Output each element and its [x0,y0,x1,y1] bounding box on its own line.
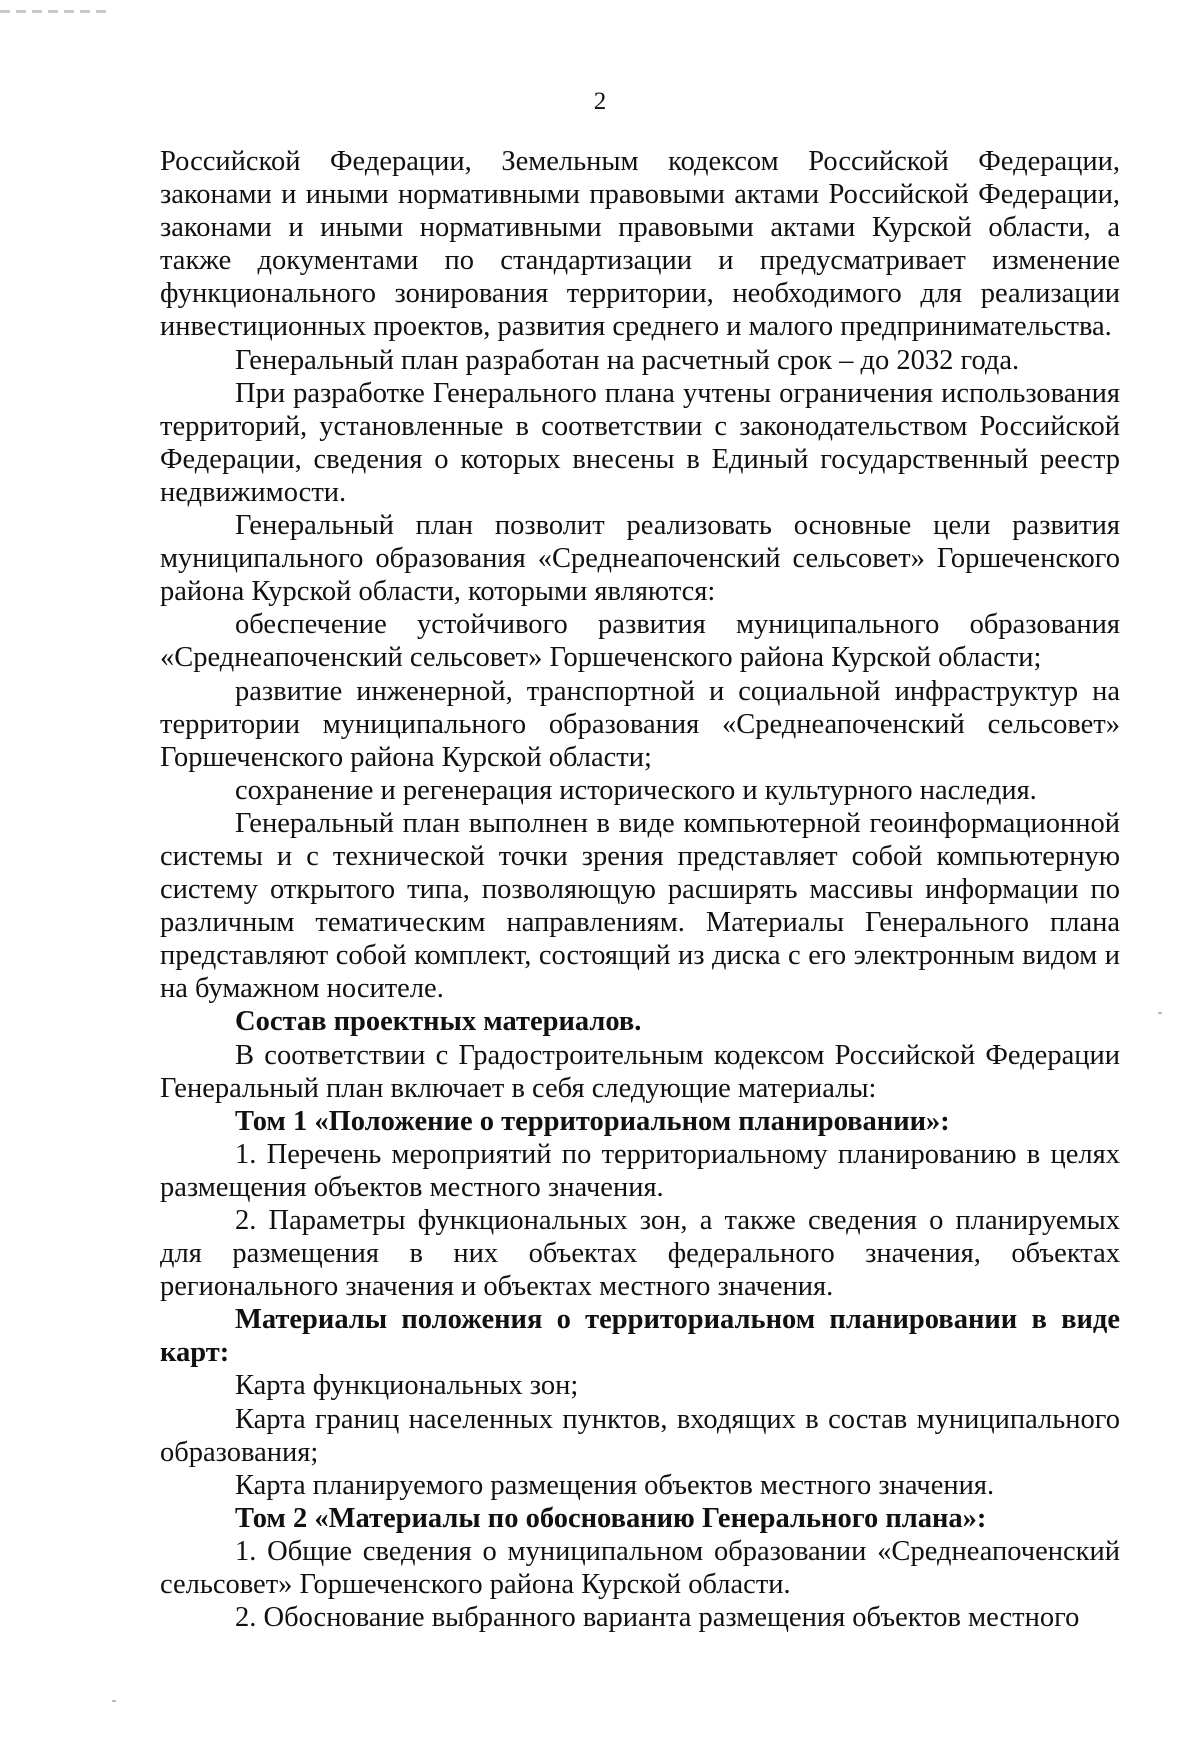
paragraph-materials-intro: В соответствии с Градостроительным кодексом Российской Федерации Генеральный план включает в себя следующие материалы: [160,1039,1120,1104]
paragraph-gis-description: Генеральный план выполнен в виде компьютерной геоинформационной системы и с технической точки зрения представляет собой компьютерную систему открытого типа, позволяющую расширять массивы информации по различным тематическим направлениям. Материалы Генерального плана представляют собой комплект, состоящий из диска с его электронным видом и на бумажном носителе. [160,807,1120,1005]
paragraph-goals-intro: Генеральный план позволит реализовать основные цели развития муниципального образования «Среднеапоченский сельсовет» Горшеченского района Курской области, которыми являются: [160,510,1120,608]
goal-item-infrastructure: развитие инженерной, транспортной и социальной инфраструктур на территории муниципального образования «Среднеапоченский сельсовет» Горшеченского района Курской области; [160,675,1120,773]
goal-item-sustainable-development: обеспечение устойчивого развития муниципального образования «Среднеапоченский сельсовет» Горшеченского района Курской области; [160,609,1120,674]
paragraph-legal-basis: Российской Федерации, Земельным кодексом Российской Федерации, законами и иными нормативными правовыми актами Российской Федерации, законами и иными нормативными правовыми актами Курской области, а также документами по стандартизации и предусматривает изменение функционального зонирования территории, необходимого для реализации инвестиционных проектов, развития среднего и малого предпринимательства. [160,146,1120,343]
volume-1-item-2: 2. Параметры функциональных зон, а также сведения о планируемых для размещения в них объектах федерального значения, объектах регионального значения и объектах местного значения. [160,1205,1120,1303]
paragraph-restrictions: При разработке Генерального плана учтены ограничения использования территорий, установленные в соответствии с законодательством Российской Федерации, сведения о которых внесены в Единый государственный реестр недвижимости. [160,377,1120,508]
heading-map-materials: Материалы положения о территориальном планировании в виде карт: [160,1304,1120,1369]
map-item-settlement-borders: Карта границ населенных пунктов, входящих в состав муниципального образования; [160,1403,1120,1468]
heading-volume-2: Том 2 «Материалы по обоснованию Генерального плана»: [235,1502,987,1534]
volume-1-item-1: 1. Перечень мероприятий по территориальному планированию в целях размещения объектов местного значения. [160,1138,1120,1203]
scan-speck [1158,1012,1162,1014]
map-item-functional-zones: Карта функциональных зон; [235,1370,579,1402]
document-body [160,145,1120,1634]
paragraph-planning-period: Генеральный план разработан на расчетный срок – до 2032 года. [235,344,1020,376]
volume-2-item-2: 2. Обоснование выбранного варианта размещения объектов местного [235,1602,1080,1634]
scan-edge-marks [0,0,160,6]
scan-speck [112,1700,116,1702]
heading-project-materials: Состав проектных материалов. [235,1006,642,1038]
goal-item-heritage: сохранение и регенерация исторического и культурного наследия. [235,774,1037,806]
volume-2-item-1: 1. Общие сведения о муниципальном образовании «Среднеапоченский сельсовет» Горшеченского района Курской области. [160,1535,1120,1601]
page-number: 2 [593,88,607,115]
heading-volume-1: Том 1 «Положение о территориальном планировании»: [235,1105,950,1137]
map-item-local-objects: Карта планируемого размещения объектов местного значения. [235,1469,995,1501]
